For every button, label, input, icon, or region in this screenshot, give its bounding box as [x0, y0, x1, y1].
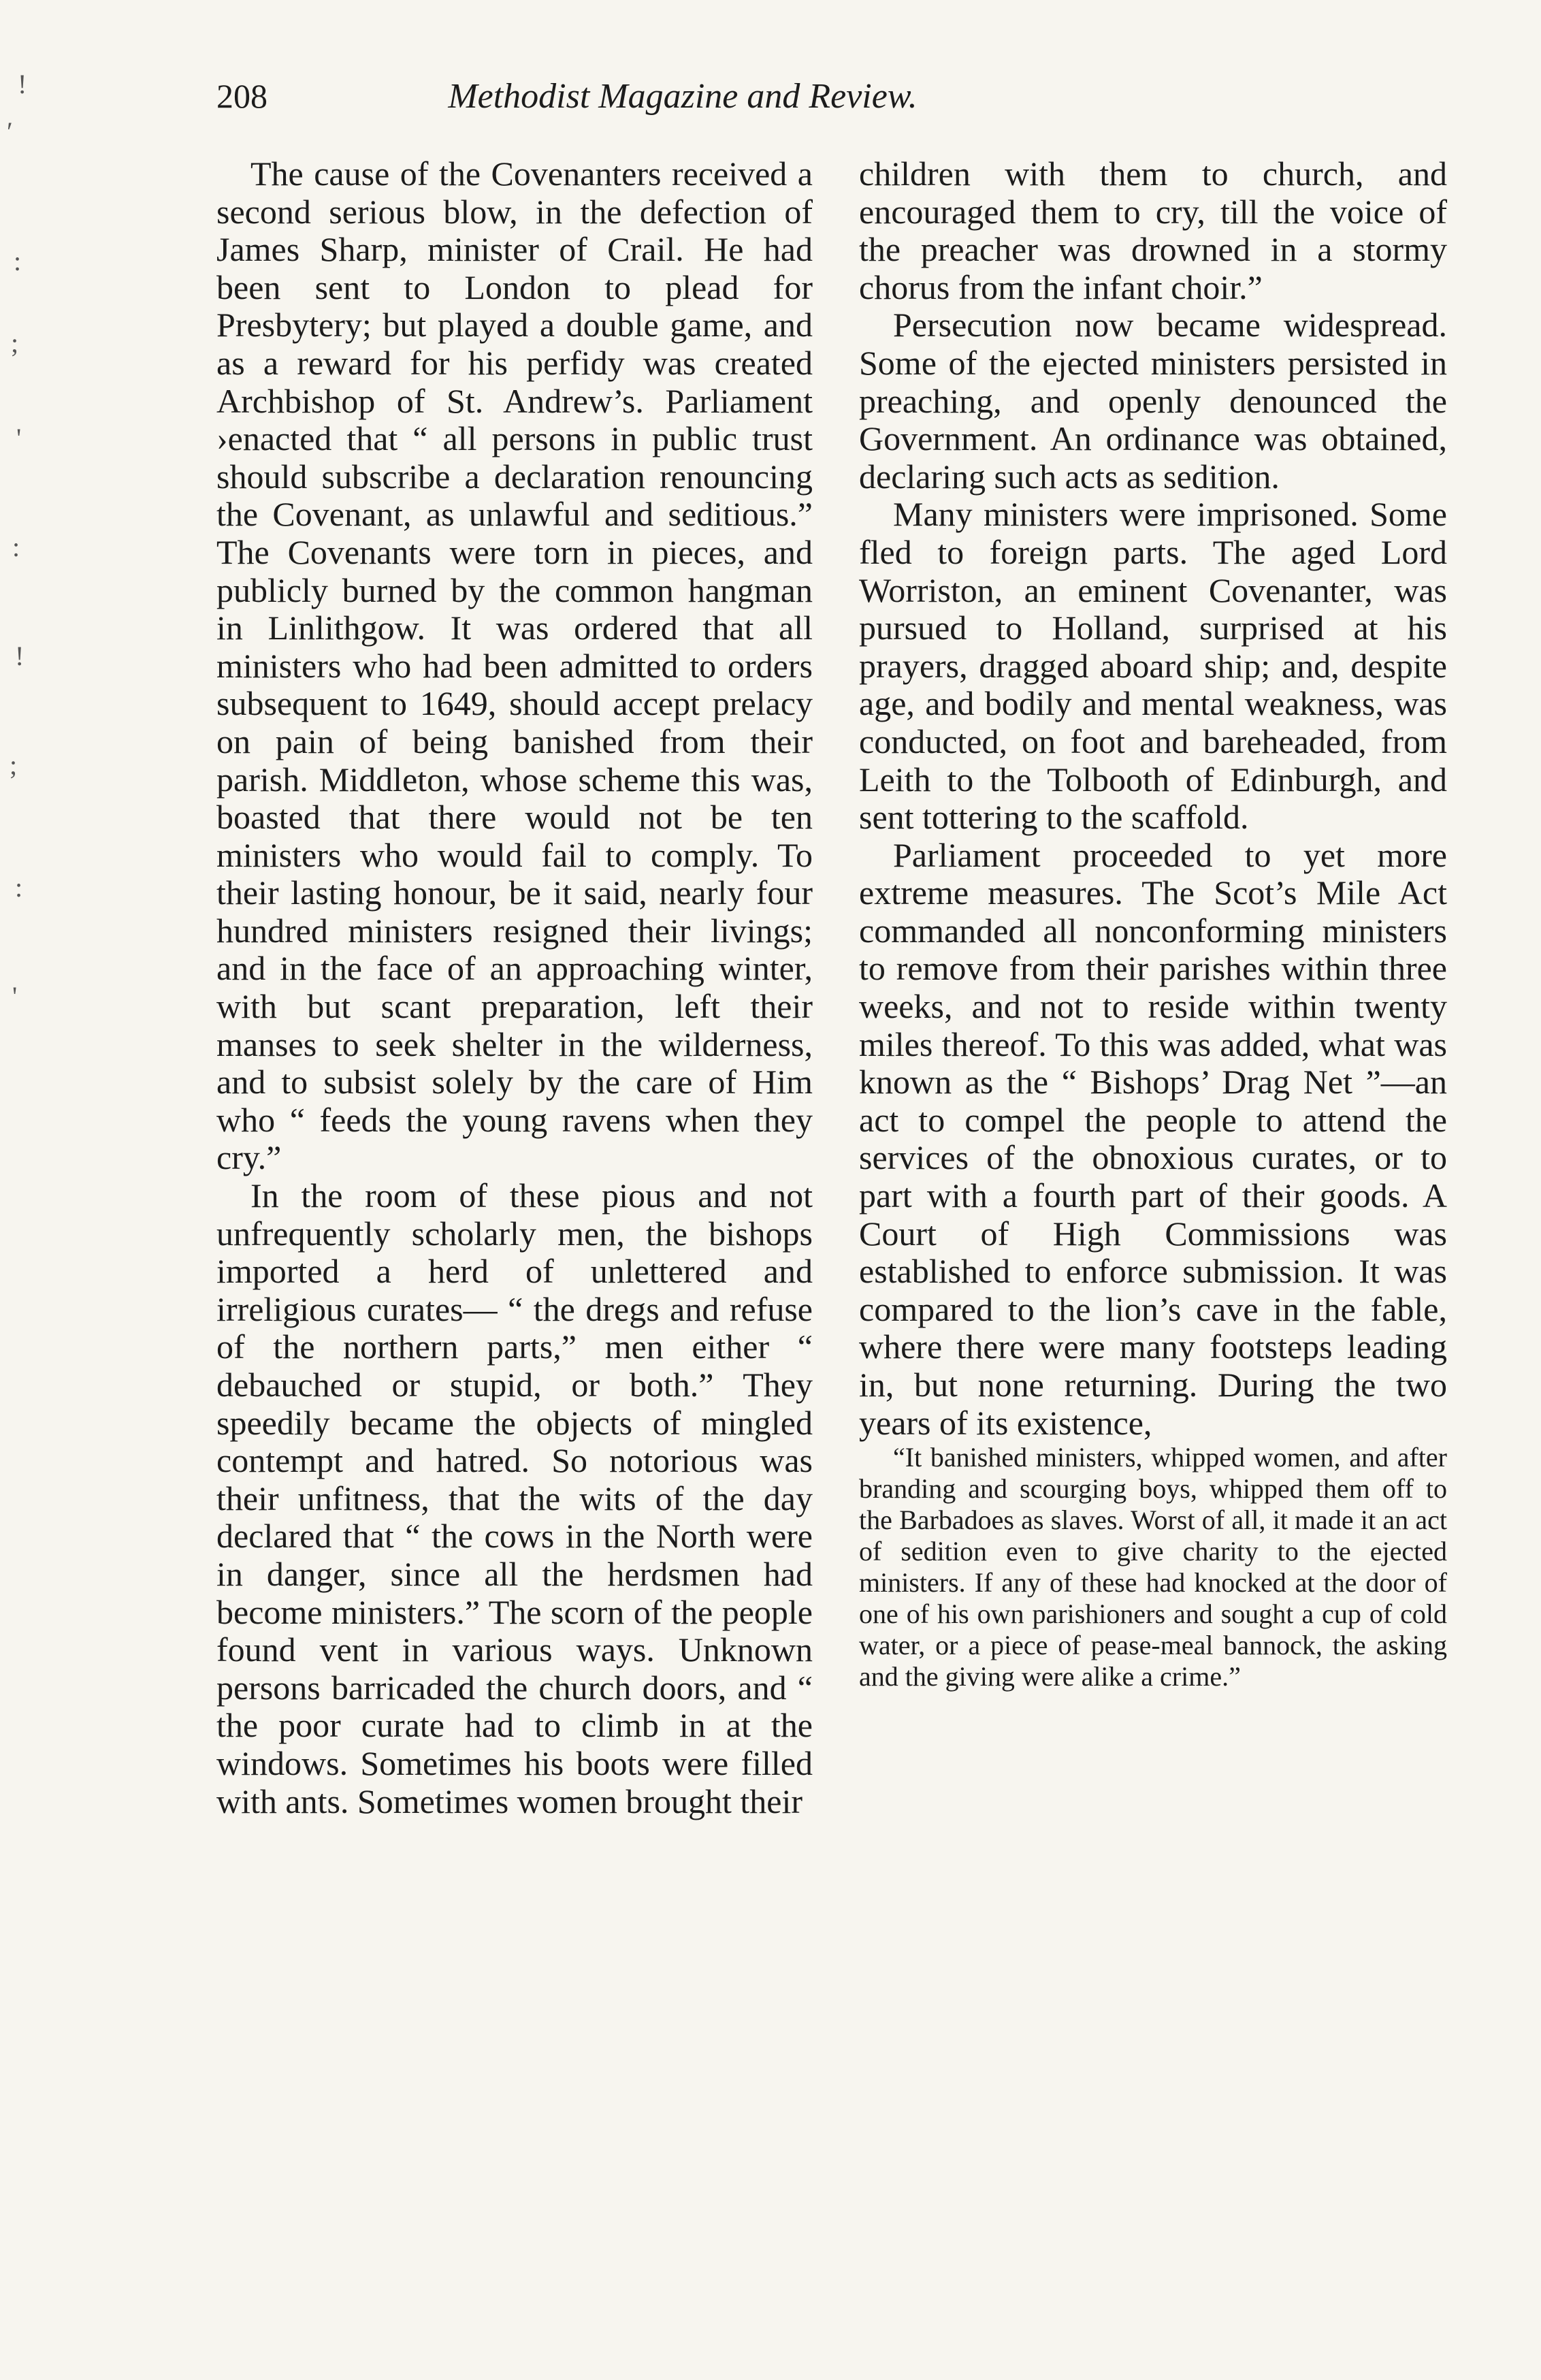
right-column [859, 155, 1447, 1692]
paragraph: Many ministers were imprisoned. Some fled to foreign parts. The aged Lord Worriston, an eminent Covenanter, was pursued to Holland, surprised at his prayers, dragged aboard ship; and, despite age, and bodily and mental weakness, was conducted, on foot and bareheaded, from Leith to the Tolbooth of Edinburgh, and sent tottering to the scaffold. [859, 495, 1447, 837]
page-number: 208 [216, 77, 267, 115]
margin-bleed-marks: ! ʹ : ; ' : ! ; : ' [7, 69, 27, 1012]
paragraph: Parliament proceeded to yet more extreme measures. The Scot’s Mile Act commanded all nonconforming ministers to remove from their parishes within three weeks, and not to reside within twenty miles thereof. To this was added, what was known as the “ Bishops’ Drag Net ”—an act to compel the people to attend the services of the obnoxious curates, or to part with a fourth part of their goods. A Court of High Commissions was established to enforce submission. It was compared to the lion’s cave in the fable, where there were many footsteps leading in, but none returning. During the two years of its existence, [859, 835, 1447, 1442]
paragraph: Persecution now became widespread. Some of the ejected ministers persisted in preaching, and openly denounced the Government. An ordinance was obtained, declaring such acts as sedition. [859, 306, 1447, 496]
block-quote: “It banished ministers, whipped women, and after branding and scourging boys, whipped them off to the Barbadoes as slaves. Worst of all, it made it an act of sedition even to give charity to the ejected ministers. If any of these had knocked at the door of one of his own parishioners and sought a cup of cold water, or a piece of pease-meal bannock, the asking and the giving were alike a crime.” [859, 1442, 1447, 1692]
paragraph: In the room of these pious and not unfrequently scholarly men, the bishops imported a herd of unlettered and irreligious curates— “ the dregs and refuse of the northern parts,” men either “ debauched or stupid, or both.” They speedily became the objects of mingled contempt and hatred. So notorious was their unfitness, that the wits of the day declared that “ the cows in the North were in danger, since all the herdsmen had become ministers.” The scorn of the people found vent in various ways. Unknown persons barricaded the church doors, and “ the poor curate had to climb in at the windows. Sometimes his boots were filled with ants. Sometimes women brought their [216, 1176, 813, 1820]
running-head [216, 76, 1149, 124]
paragraph: The cause of the Covenanters received a second serious blow, in the defection of James Sharp, minister of Crail. He had been sent to London to plead for Presbytery; but played a double game, and as a reward for his perfidy was created Archbishop of St. Andrew’s. Parliament ›enacted that “ all persons in public trust should subscribe a declaration renouncing the Covenant, as unlawful and seditious.” The Covenants were torn in pieces, and publicly burned by the common hangman in Linlithgow. It was ordered that all ministers who had been admitted to orders subsequent to 1649, should accept prelacy on pain of being banished from their parish. Middleton, whose scheme this was, boasted that there would not be ten ministers who would fail to comply. To their lasting honour, be it said, nearly four hundred ministers resigned their livings; and in the face of an approaching winter, with but scant preparation, left their manses to seek shelter in the wilderness, and to subsist solely by the care of Him who “ feeds the young ravens when they cry.” [216, 155, 813, 1177]
magazine-title: Methodist Magazine and Review. [448, 77, 918, 116]
paragraph-continuation: children with them to church, and encouraged them to cry, till the voice of the preacher was drowned in a stormy chorus from the infant choir.” [859, 155, 1447, 306]
left-column [216, 155, 813, 1820]
